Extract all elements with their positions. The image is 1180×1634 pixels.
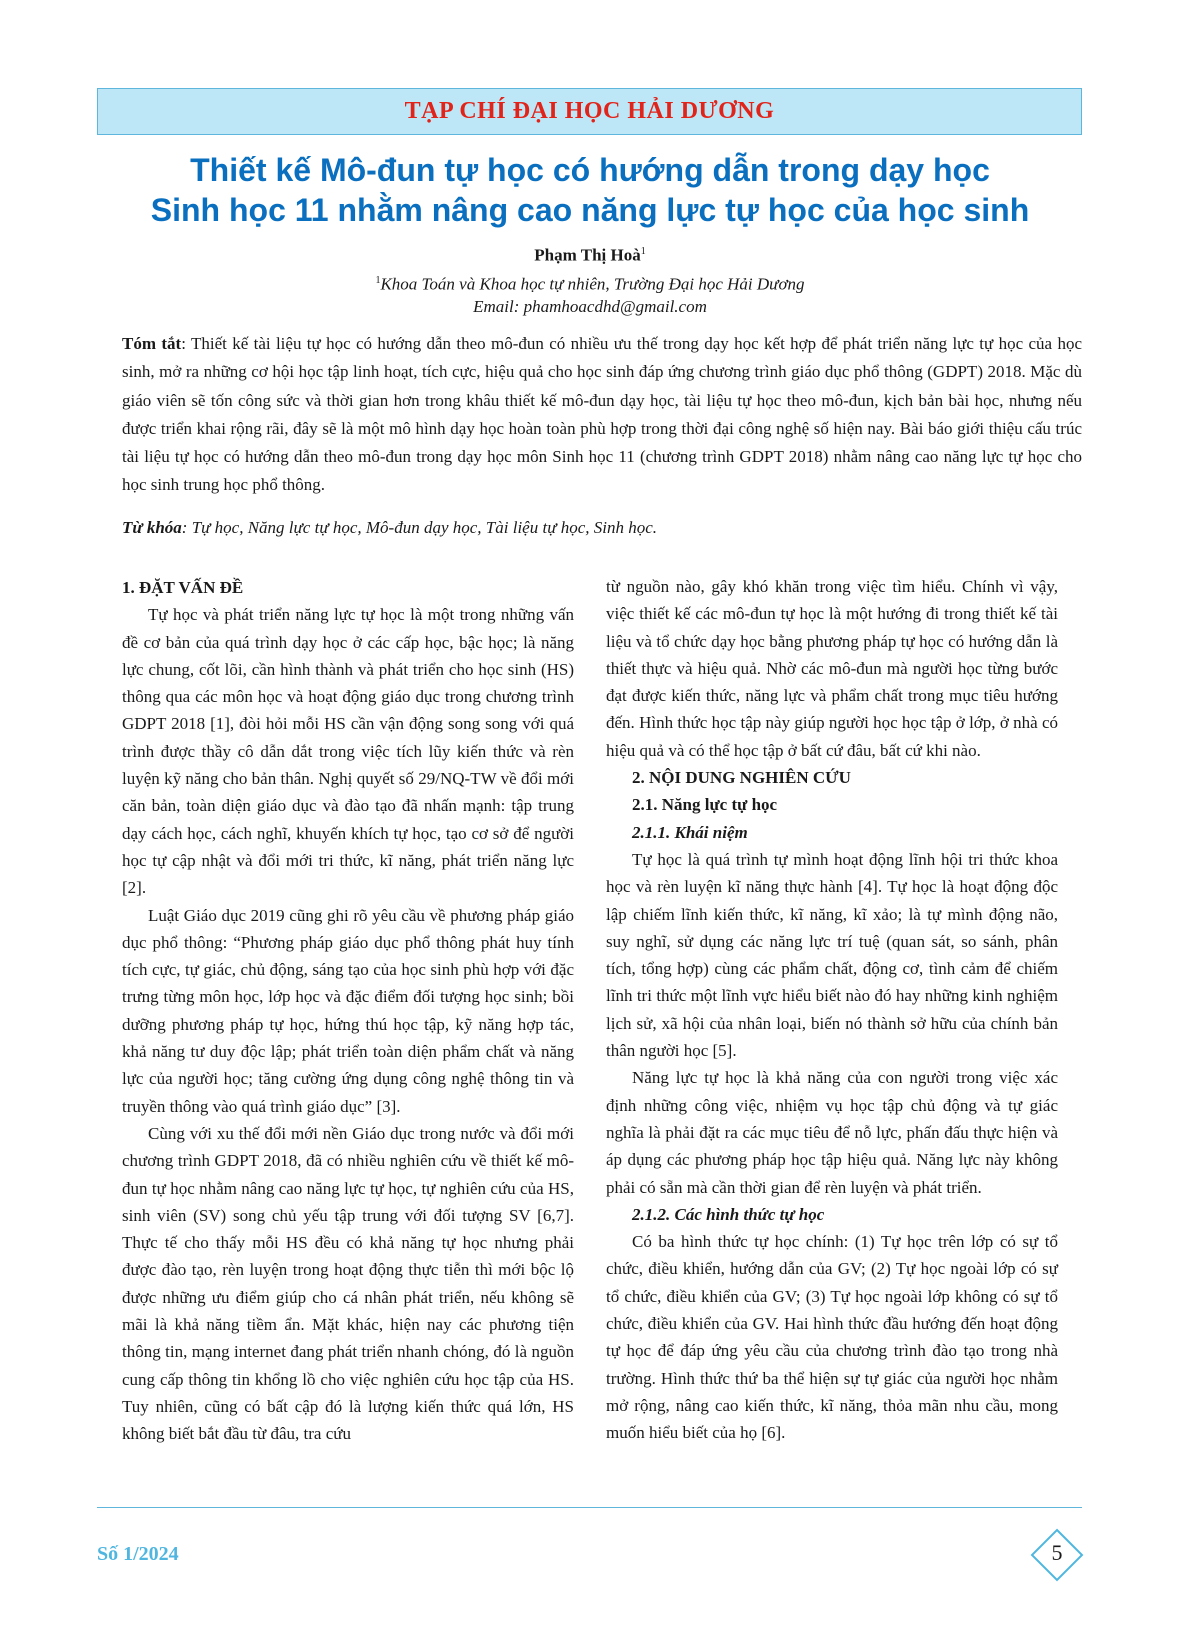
title-line-1: Thiết kế Mô-đun tự học có hướng dẫn trong dạy học [190, 152, 990, 188]
left-paragraph-3: Cùng với xu thế đổi mới nền Giáo dục trong nước và đổi mới chương trình GDPT 2018, đã có nhiều nghiên cứu về thiết kế mô-đun tự học nhằm nâng cao năng lực tự học, tự nghiên cứu của HS, sinh viên (SV) song chủ yếu tập trung với đối tượng SV [6,7]. Thực tế cho thấy mỗi HS đều có khả năng tự học nhưng phải được đào tạo, rèn luyện trong hoạt động thực tiễn thì mới bộc lộ được những ưu điểm giúp cho cá nhân phát triển, nếu không sẽ mãi là khả năng tiềm ẩn. Mặt khác, hiện nay các phương tiện thông tin, mạng internet đang phát triển nhanh chóng, đó là nguồn cung cấp thông tin khổng lồ cho việc nghiên cứu học tập của HS. Tuy nhiên, cũng có bất cập đó là lượng kiến thức quá lớn, HS không biết bắt đầu từ đâu, tra cứu [122, 1123, 574, 1444]
keywords [122, 514, 1082, 542]
heading-2: 2. NỘI DUNG NGHIÊN CỨU [632, 768, 851, 788]
right-paragraph-2: Năng lực tự học là khả năng của con người trong việc xác định những công việc, nhiệm vụ học tập chủ động và tự giác nghĩa là phải đặt ra các mục tiêu để nỗ lực, phấn đấu thực hiện và áp dụng các phương pháp học tập hiệu quả. Năng lực này không phải có sẵn mà cần thời gian để rèn luyện và phát triển. [606, 1068, 1058, 1197]
left-paragraph-1: Tự học và phát triển năng lực tự học là một trong những vấn đề cơ bản của quá trình dạy học ở các cấp học, bậc học; là năng lực chung, cốt lõi, cần hình thành và phát triển cho học sinh (HS) thông qua các môn học và hoạt động giáo dục trong chương trình GDPT 2018 [1], đòi hỏi mỗi HS cần vận động song song với quá trình được thầy cô dẫn dắt trong việc tích lũy kiến thức và rèn luyện kỹ năng cho bản thân. Nghị quyết số 29/NQ-TW về đổi mới căn bản, toàn diện giáo dục và đào tạo đã nhấn mạnh: tập trung dạy cách học, cách nghĩ, khuyến khích tự học, tạo cơ sở để người học tự cập nhật và đổi mới tri thức, kĩ năng, phát triển năng lực [2]. [122, 605, 574, 898]
heading-1: 1. ĐẶT VẤN ĐỀ [122, 578, 244, 597]
page-number: 5 [1051, 1540, 1063, 1565]
heading-2-1-1: 2.1.1. Khái niệm [632, 822, 748, 842]
author-email: Email: phamhoacdhd@gmail.com [473, 297, 707, 316]
keywords-label: Từ khóa [122, 518, 182, 537]
title-line-2: Sinh học 11 nhằm nâng cao năng lực tự học của học sinh [150, 192, 1030, 228]
author [100, 240, 1080, 268]
keywords-text: : Tự học, Năng lực tự học, Mô-đun dạy học, Tài liệu tự học, Sinh học. [181, 518, 658, 537]
affiliation-sup: 1 [375, 275, 381, 286]
issue-number: Số 1/2024 [97, 1543, 179, 1565]
journal-header [97, 88, 1082, 135]
author-sup: 1 [640, 246, 646, 257]
journal-name: TẠP CHÍ ĐẠI HỌC HẢI DƯƠNG [404, 98, 775, 124]
abstract-label: Tóm tắt [122, 334, 182, 353]
abstract-text: : Thiết kế tài liệu tự học có hướng dẫn theo mô-đun có nhiều ưu thế trong dạy học kết hợp để phát triển năng lực tự học của học sinh, mở ra những cơ hội học tập linh hoạt, tích cực, hiệu quả cho học sinh đáp ứng chương trình giáo dục phổ thông (GDPT) 2018. Mặc dù giáo viên sẽ tốn công sức và thời gian hơn trong khâu thiết kế mô-đun dạy học, tài liệu tự học theo mô-đun, kịch bản bài học, nhưng nếu được triển khai rộng rãi, đây sẽ là một mô hình dạy học hoàn toàn phù hợp trong thời đại công nghệ số hiện nay. Bài báo giới thiệu cấu trúc tài liệu tự học có hướng dẫn theo mô-đun trong dạy học môn Sinh học 11 (chương trình GDPT 2018) nhằm nâng cao năng lực tự học cho học sinh trung học phổ thông. [122, 334, 1082, 495]
left-column [122, 574, 574, 1448]
heading-2-1: 2.1. Năng lực tự học [632, 795, 778, 815]
right-paragraph-0: từ nguồn nào, gây khó khăn trong việc tìm hiểu. Chính vì vậy, việc thiết kế các mô-đun tự học là một hướng đi trong thiết kế tài liệu và tổ chức dạy học bằng phương pháp tự học có hướng dẫn là thiết thực và hiệu quả. Nhờ các mô-đun mà người học từng bước đạt được kiến thức, năng lực và phẩm chất trong mục tiêu hướng đến. Hình thức học tập này giúp người học học tập ở lớp, ở nhà có hiệu quả và có thể học tập ở bất cứ đâu, bất cứ khi nào. [606, 577, 1058, 760]
article-title [100, 150, 1080, 230]
author-name: Phạm Thị Hoà [534, 245, 641, 265]
footer-divider [97, 1507, 1082, 1508]
right-column [606, 573, 1058, 1447]
heading-2-1-2: 2.1.2. Các hình thức tự học [632, 1204, 825, 1224]
affiliation-text: Khoa Toán và Khoa học tự nhiên, Trường Đại học Hải Dương [380, 274, 805, 294]
abstract [122, 330, 1082, 500]
right-paragraph-1: Tự học là quá trình tự mình hoạt động lĩnh hội tri thức khoa học và rèn luyện kĩ năng thực hành [4]. Tự học là hoạt động độc lập chiếm lĩnh kiến thức, kĩ năng, kĩ xảo; là tự mình động não, suy nghĩ, sử dụng các năng lực trí tuệ (quan sát, so sánh, phân tích, tổng hợp) cùng các phẩm chất, động cơ, tình cảm để chiếm lĩnh tri thức một lĩnh vực hiểu biết nào đó hay những kinh nghiệm lịch sử, xã hội của nhân loại, biến nó thành sở hữu của chính bản thân người học [5]. [606, 849, 1058, 1061]
right-paragraph-3: Có ba hình thức tự học chính: (1) Tự học trên lớp có sự tổ chức, điều khiển, hướng dẫn của GV; (2) Tự học ngoài lớp có sự tổ chức, điều khiển của GV; (3) Tự học ngoài lớp không có sự tổ chức, điều khiển của GV. Hai hình thức đầu hướng đến hoạt động tự học để đáp ứng yêu cầu của chương trình đào tạo trong nhà trường. Hình thức thứ ba thể hiện sự tự giác của người học nhằm mở rộng, nâng cao kiến thức, kĩ năng, thỏa mãn nhu cầu, mong muốn hiểu biết của họ [6]. [606, 1232, 1058, 1443]
left-paragraph-2: Luật Giáo dục 2019 cũng ghi rõ yêu cầu về phương pháp giáo dục phổ thông: “Phương pháp giáo dục phổ thông phát huy tính tích cực, tự giác, chủ động, sáng tạo của học sinh phù hợp với đặc trưng từng môn học, lớp học và đặc điểm đối tượng học sinh; bồi dưỡng phương pháp tự học, hứng thú học tập, kỹ năng hợp tác, khả năng tư duy độc lập; phát triển toàn diện phẩm chất và năng lực của người học; tăng cường ứng dụng công nghệ thông tin và truyền thông vào quá trình giáo dục” [3]. [122, 905, 574, 1116]
